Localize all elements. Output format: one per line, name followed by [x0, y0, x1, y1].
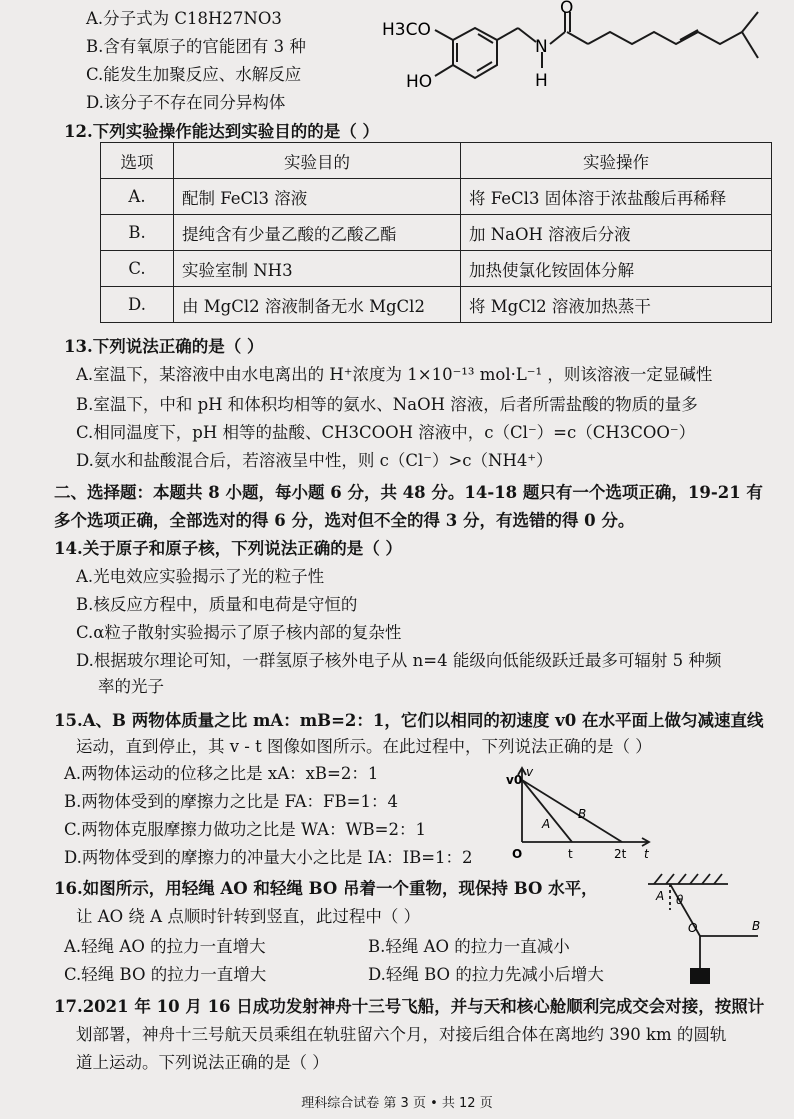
t-axis-label: t — [644, 847, 649, 861]
theta-label: θ — [676, 893, 684, 907]
q13-option-c: C.相同温度下，pH 相等的盐酸、CH3COOH 溶液中，c（Cl⁻）=c（CH3COO⁻） — [76, 423, 696, 442]
q13-option-a: A.室温下，某溶液中由水电离出的 H⁺浓度为 1×10⁻¹³ mol·L⁻¹ ，则该溶液一定显碱性 — [76, 365, 713, 384]
q17-stem-3: 道上运动。下列说法正确的是（ ） — [76, 1053, 329, 1072]
v0-label: v0 — [506, 773, 523, 787]
point-b-label: B — [752, 919, 761, 933]
table-header-row — [101, 143, 772, 179]
table-cell: C. — [101, 251, 174, 287]
q14-option-c: C.α粒子散射实验揭示了原子核内部的复杂性 — [76, 623, 402, 642]
table-row — [101, 179, 772, 215]
q15-option-c: C.两物体克服摩擦力做功之比是 WA：WB=2：1 — [64, 820, 426, 839]
table-header-purpose: 实验目的 — [174, 143, 461, 179]
table-cell: D. — [101, 287, 174, 323]
table-cell: 将 FeCl3 固体溶于浓盐酸后再稀释 — [461, 179, 772, 215]
q17-stem-1: 17.2021 年 10 月 16 日成功发射神舟十三号飞船，并与天和核心舱顺利完成交会对接，按照计 — [54, 997, 765, 1016]
section-two-line-2: 多个选项正确，全部选对的得 6 分，选对但不全的得 3 分，有选错的得 0 分。 — [54, 511, 635, 530]
nitrogen-label: N — [535, 37, 548, 57]
line-b-label: B — [578, 807, 587, 821]
page-footer: 理科综合试卷 第 3 页 • 共 12 页 — [301, 1096, 493, 1111]
table-cell: 配制 FeCl3 溶液 — [174, 179, 461, 215]
table-cell: 由 MgCl2 溶液制备无水 MgCl2 — [174, 287, 461, 323]
table-cell: B. — [101, 215, 174, 251]
q11-option-b: B.含有氧原子的官能团有 3 种 — [86, 37, 306, 56]
table-cell: 提纯含有少量乙酸的乙酸乙酯 — [174, 215, 461, 251]
molecule-structure — [380, 0, 790, 100]
q16-rope-figure — [640, 870, 780, 988]
table-header-operation: 实验操作 — [461, 143, 772, 179]
line-a-label: A — [542, 817, 551, 831]
q16-option-c: C.轻绳 BO 的拉力一直增大 — [64, 965, 267, 984]
table-cell: 加 NaOH 溶液后分液 — [461, 215, 772, 251]
q15-option-b: B.两物体受到的摩擦力之比是 FA：FB=1：4 — [64, 792, 398, 811]
q16-option-d: D.轻绳 BO 的拉力先减小后增大 — [368, 965, 604, 984]
q12-stem: 12.下列实验操作能达到实验目的的是（ ） — [64, 122, 379, 141]
q15-stem-1: 15.A、B 两物体质量之比 mA：mB=2：1，它们以相同的初速度 v0 在水平面上做匀减速直线 — [54, 711, 764, 730]
q15-option-a: A.两物体运动的位移之比是 xA：xB=2：1 — [64, 764, 379, 783]
q14-option-b: B.核反应方程中，质量和电荷是守恒的 — [76, 595, 358, 614]
q15-stem-2: 运动，直到停止，其 v - t 图像如图所示。在此过程中，下列说法正确的是（ ） — [76, 737, 652, 756]
origin-label: O — [512, 847, 523, 861]
q16-option-b: B.轻绳 AO 的拉力一直减小 — [368, 937, 570, 956]
q14-option-d-cont: 率的光子 — [98, 677, 164, 696]
point-a-label: A — [656, 889, 665, 903]
q16-stem-1: 16.如图所示，用轻绳 AO 和轻绳 BO 吊着一个重物，现保持 BO 水平， — [54, 879, 598, 898]
table-cell: 将 MgCl2 溶液加热蒸干 — [461, 287, 772, 323]
methoxy-label: H3CO — [382, 20, 431, 40]
table-header-option: 选项 — [101, 143, 174, 179]
table-row — [101, 287, 772, 323]
q15-vt-graph — [504, 766, 654, 862]
q11-option-c: C.能发生加聚反应、水解反应 — [86, 65, 302, 84]
q16-option-a: A.轻绳 AO 的拉力一直增大 — [64, 937, 266, 956]
table-cell: A. — [101, 179, 174, 215]
q16-stem-2: 让 AO 绕 A 点顺时针转到竖直，此过程中（ ） — [76, 907, 421, 926]
q15-option-d: D.两物体受到的摩擦力的冲量大小之比是 IA：IB=1：2 — [64, 848, 473, 867]
hydrogen-label: H — [535, 71, 548, 91]
oxygen-label: O — [560, 0, 574, 18]
table-cell: 实验室制 NH3 — [174, 251, 461, 287]
table-cell: 加热使氯化铵固体分解 — [461, 251, 772, 287]
point-o-label: O — [688, 921, 698, 935]
q13-option-d: D.氨水和盐酸混合后，若溶液呈中性，则 c（Cl⁻）>c（NH4⁺） — [76, 451, 553, 470]
q14-stem: 14.关于原子和原子核，下列说法正确的是（ ） — [54, 539, 402, 558]
v-axis-label: v — [526, 766, 534, 779]
q11-option-d: D.该分子不存在同分异构体 — [86, 93, 286, 112]
table-row — [101, 215, 772, 251]
weight-block — [690, 968, 710, 984]
section-two-line-1: 二、选择题：本题共 8 小题，每小题 6 分，共 48 分。14-18 题只有一个选项正确，19-21 有 — [54, 483, 763, 502]
q17-stem-2: 划部署，神舟十三号航天员乘组在轨驻留六个月，对接后组合体在离地约 390 km 的圆轨 — [76, 1025, 727, 1044]
table-row — [101, 251, 772, 287]
q14-option-d: D.根据玻尔理论可知，一群氢原子核外电子从 n=4 能级向低能级跃迁最多可辐射 5 种频 — [76, 651, 722, 670]
hydroxy-label: HO — [406, 72, 433, 92]
q12-table — [100, 142, 772, 323]
q11-option-a: A.分子式为 C18H27NO3 — [86, 9, 282, 28]
q13-stem: 13.下列说法正确的是（ ） — [64, 337, 264, 356]
q14-option-a: A.光电效应实验揭示了光的粒子性 — [76, 567, 325, 586]
t-tick-label: t — [568, 847, 573, 861]
q13-option-b: B.室温下，中和 pH 和体积均相等的氨水、NaOH 溶液，后者所需盐酸的物质的量多 — [76, 395, 698, 414]
2t-tick-label: 2t — [614, 847, 627, 861]
